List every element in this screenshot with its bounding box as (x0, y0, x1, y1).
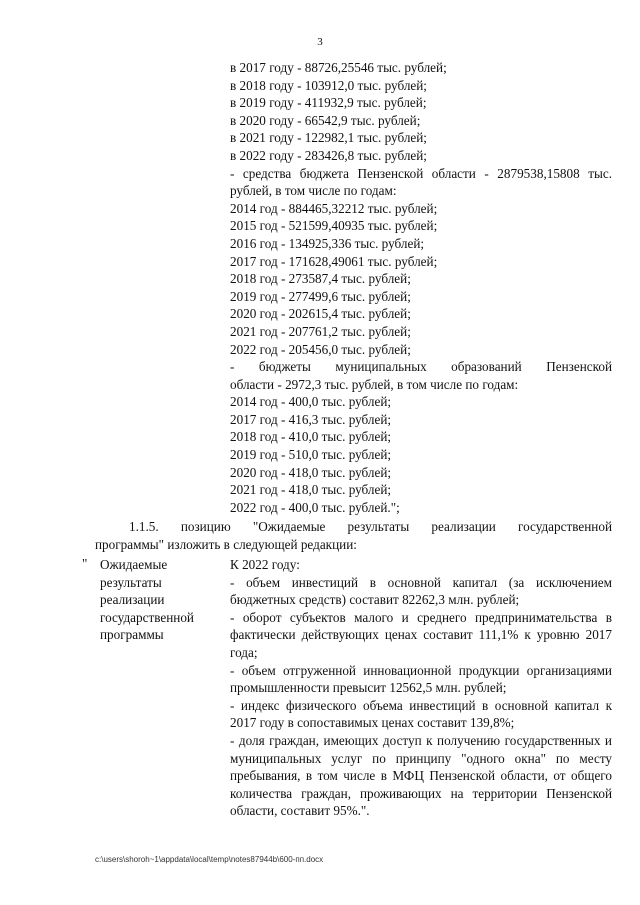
text-line: 2019 год - 510,0 тыс. рублей; (230, 447, 392, 463)
left-label-line: Ожидаемые (100, 557, 168, 572)
text-line: 2022 год - 205456,0 тыс. рублей; (230, 341, 411, 357)
text-line: 2017 год - 416,3 тыс. рублей; (230, 411, 392, 427)
text-line: 2014 год - 884465,32212 тыс. рублей; (230, 200, 438, 216)
text-line: 2015 год - 521599,40935 тыс. рублей; (230, 218, 438, 234)
regional-budget-heading-cont: рублей, в том числе по годам: (230, 183, 397, 199)
opening-quote: " (82, 556, 88, 571)
result-paragraph: - объем отгруженной инновационной продукции организациями промышленности превысит 12562,5 млн. рублей; (230, 662, 612, 696)
left-label-line: государственной (100, 609, 194, 625)
regional-budget-heading: - средства бюджета Пензенской области - 2879538,15808 тыс. (230, 165, 612, 181)
text-line: 2021 год - 207761,2 тыс. рублей; (230, 323, 411, 339)
result-paragraph: - оборот субъектов малого и среднего предпринимательства в фактически действующих ценах составит 111,1% к уровню 2017 года; (230, 609, 612, 660)
left-label-line: реализации (100, 592, 165, 608)
file-path-footer: c:\users\shoroh~1\appdata\local\temp\notes87944b\600-пп.docx (95, 855, 324, 864)
municipal-budget-heading: - бюджеты муниципальных образований Пензенской (230, 359, 612, 375)
text-line: в 2022 году - 283426,8 тыс. рублей; (230, 147, 427, 163)
result-paragraph: - доля граждан, имеющих доступ к получению государственных и муниципальных услуг по принципу "одного окна" по месту пребывания, в том числе в МФЦ Пензенской области, от общего количества граждан, проживающих на территории Пензенской области, составит 95%.". (230, 732, 612, 819)
table-left-column (100, 556, 220, 644)
text-line: в 2018 году - 103912,0 тыс. рублей; (230, 77, 427, 93)
results-intro: К 2022 году: (230, 557, 300, 572)
text-line: 2014 год - 400,0 тыс. рублей; (230, 394, 392, 410)
text-line: 2019 год - 277499,6 тыс. рублей; (230, 288, 411, 304)
table-right-column (230, 556, 612, 820)
text-line: 2020 год - 202615,4 тыс. рублей; (230, 306, 411, 322)
text-line: в 2021 году - 122982,1 тыс. рублей; (230, 130, 427, 146)
text-line: 2021 год - 418,0 тыс. рублей; (230, 482, 392, 498)
text-line: в 2019 году - 411932,9 тыс. рублей; (230, 95, 427, 111)
result-paragraph: - объем инвестиций в основной капитал (за исключением бюджетных средств) составит 82262,3 млн. рублей; (230, 574, 612, 608)
text-line: в 2017 году - 88726,25546 тыс. рублей; (230, 60, 447, 75)
municipal-budget-heading-cont: области - 2972,3 тыс. рублей, в том числе по годам: (230, 376, 519, 392)
text-line: 2020 год - 418,0 тыс. рублей; (230, 464, 392, 480)
item-1-1-5-line1: 1.1.5. позицию "Ожидаемые результаты реализации государственной (129, 519, 612, 534)
result-paragraph: - индекс физического объема инвестиций в основной капитал к 2017 году в сопоставимых ценах составит 139,8%; (230, 697, 612, 731)
text-line: 2018 год - 410,0 тыс. рублей; (230, 429, 392, 445)
left-label-line: программы (100, 627, 164, 643)
text-line: 2022 год - 400,0 тыс. рублей."; (230, 499, 400, 515)
page-number: 3 (317, 36, 323, 48)
text-line: 2017 год - 171628,49061 тыс. рублей; (230, 253, 438, 269)
item-1-1-5 (95, 518, 612, 553)
funding-block (230, 59, 612, 516)
text-line: 2016 год - 134925,336 тыс. рублей; (230, 235, 425, 251)
text-line: 2018 год - 273587,4 тыс. рублей; (230, 271, 411, 287)
item-1-1-5-line2: программы" изложить в следующей редакции: (95, 536, 357, 552)
text-line: в 2020 году - 66542,9 тыс. рублей; (230, 112, 421, 128)
left-label-line: результаты (100, 574, 162, 590)
